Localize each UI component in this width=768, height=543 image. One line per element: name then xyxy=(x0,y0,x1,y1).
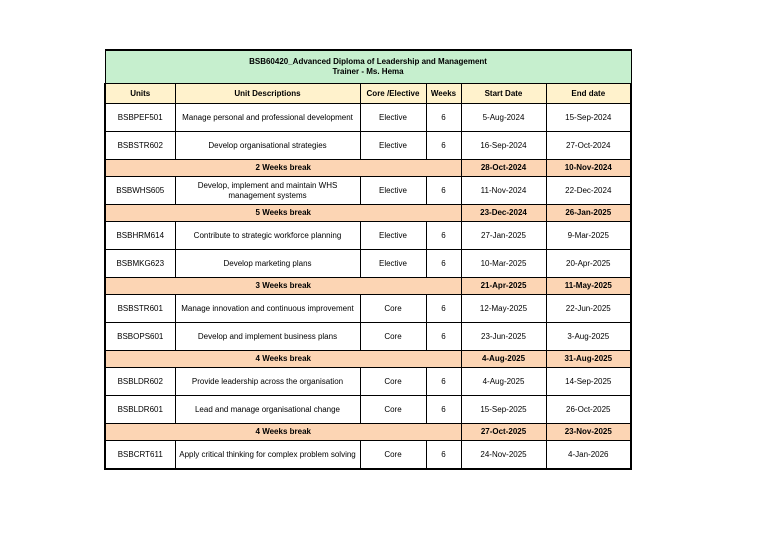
break-row xyxy=(105,351,631,368)
unit-code: BSBLDR602 xyxy=(105,368,175,396)
unit-weeks: 6 xyxy=(426,177,461,205)
col-header-start-date: Start Date xyxy=(461,84,546,104)
unit-weeks: 6 xyxy=(426,396,461,424)
unit-weeks: 6 xyxy=(426,295,461,323)
unit-type: Elective xyxy=(360,222,426,250)
unit-end-date: 3-Aug-2025 xyxy=(546,323,631,351)
break-start-date: 27-Oct-2025 xyxy=(461,424,546,441)
unit-type: Core xyxy=(360,396,426,424)
unit-type: Elective xyxy=(360,132,426,160)
break-row xyxy=(105,160,631,177)
table-title xyxy=(105,50,631,84)
break-row xyxy=(105,278,631,295)
unit-weeks: 6 xyxy=(426,132,461,160)
unit-code: BSBCRT611 xyxy=(105,441,175,470)
unit-description: Develop, implement and maintain WHS management systems xyxy=(175,177,360,205)
course-title: BSB60420_Advanced Diploma of Leadership and Management xyxy=(249,57,487,66)
break-row xyxy=(105,205,631,222)
title-row xyxy=(105,50,631,84)
table-row xyxy=(105,396,631,424)
unit-start-date: 15-Sep-2025 xyxy=(461,396,546,424)
unit-end-date: 26-Oct-2025 xyxy=(546,396,631,424)
unit-type: Core xyxy=(360,295,426,323)
unit-description: Develop and implement business plans xyxy=(175,323,360,351)
unit-start-date: 23-Jun-2025 xyxy=(461,323,546,351)
unit-code: BSBOPS601 xyxy=(105,323,175,351)
unit-description: Contribute to strategic workforce planning xyxy=(175,222,360,250)
unit-description: Lead and manage organisational change xyxy=(175,396,360,424)
unit-type: Elective xyxy=(360,177,426,205)
unit-start-date: 4-Aug-2025 xyxy=(461,368,546,396)
col-header-weeks: Weeks xyxy=(426,84,461,104)
unit-weeks: 6 xyxy=(426,250,461,278)
unit-type: Elective xyxy=(360,104,426,132)
unit-description: Apply critical thinking for complex problem solving xyxy=(175,441,360,470)
col-header-descriptions: Unit Descriptions xyxy=(175,84,360,104)
unit-code: BSBWHS605 xyxy=(105,177,175,205)
unit-weeks: 6 xyxy=(426,368,461,396)
unit-weeks: 6 xyxy=(426,323,461,351)
unit-start-date: 16-Sep-2024 xyxy=(461,132,546,160)
unit-start-date: 27-Jan-2025 xyxy=(461,222,546,250)
break-label: 4 Weeks break xyxy=(105,424,461,441)
table-row xyxy=(105,368,631,396)
table-row xyxy=(105,132,631,160)
break-end-date: 11-May-2025 xyxy=(546,278,631,295)
unit-end-date: 22-Dec-2024 xyxy=(546,177,631,205)
unit-description: Develop marketing plans xyxy=(175,250,360,278)
unit-code: BSBHRM614 xyxy=(105,222,175,250)
header-row xyxy=(105,84,631,104)
unit-code: BSBPEF501 xyxy=(105,104,175,132)
unit-code: BSBSTR602 xyxy=(105,132,175,160)
unit-end-date: 4-Jan-2026 xyxy=(546,441,631,470)
unit-start-date: 5-Aug-2024 xyxy=(461,104,546,132)
break-label: 3 Weeks break xyxy=(105,278,461,295)
schedule-body xyxy=(105,104,631,470)
unit-start-date: 11-Nov-2024 xyxy=(461,177,546,205)
unit-end-date: 9-Mar-2025 xyxy=(546,222,631,250)
unit-end-date: 15-Sep-2024 xyxy=(546,104,631,132)
col-header-end-date: End date xyxy=(546,84,631,104)
unit-start-date: 12-May-2025 xyxy=(461,295,546,323)
unit-end-date: 27-Oct-2024 xyxy=(546,132,631,160)
unit-end-date: 20-Apr-2025 xyxy=(546,250,631,278)
unit-weeks: 6 xyxy=(426,222,461,250)
break-end-date: 23-Nov-2025 xyxy=(546,424,631,441)
unit-start-date: 10-Mar-2025 xyxy=(461,250,546,278)
unit-weeks: 6 xyxy=(426,441,461,470)
table-row xyxy=(105,295,631,323)
trainer-name: Trainer - Ms. Hema xyxy=(332,67,404,76)
break-start-date: 4-Aug-2025 xyxy=(461,351,546,368)
col-header-units: Units xyxy=(105,84,175,104)
table-row xyxy=(105,177,631,205)
break-start-date: 21-Apr-2025 xyxy=(461,278,546,295)
unit-start-date: 24-Nov-2025 xyxy=(461,441,546,470)
break-label: 5 Weeks break xyxy=(105,205,461,222)
break-end-date: 31-Aug-2025 xyxy=(546,351,631,368)
unit-type: Core xyxy=(360,368,426,396)
schedule-table xyxy=(104,49,632,470)
unit-description: Manage innovation and continuous improvement xyxy=(175,295,360,323)
unit-type: Core xyxy=(360,323,426,351)
table-row xyxy=(105,104,631,132)
break-row xyxy=(105,424,631,441)
unit-code: BSBMKG623 xyxy=(105,250,175,278)
table-row xyxy=(105,222,631,250)
table-row xyxy=(105,323,631,351)
col-header-core-elective: Core /Elective xyxy=(360,84,426,104)
unit-code: BSBSTR601 xyxy=(105,295,175,323)
break-start-date: 23-Dec-2024 xyxy=(461,205,546,222)
break-label: 4 Weeks break xyxy=(105,351,461,368)
break-start-date: 28-Oct-2024 xyxy=(461,160,546,177)
unit-description: Manage personal and professional development xyxy=(175,104,360,132)
unit-type: Elective xyxy=(360,250,426,278)
break-label: 2 Weeks break xyxy=(105,160,461,177)
unit-end-date: 22-Jun-2025 xyxy=(546,295,631,323)
unit-description: Provide leadership across the organisation xyxy=(175,368,360,396)
table-row xyxy=(105,250,631,278)
unit-end-date: 14-Sep-2025 xyxy=(546,368,631,396)
unit-type: Core xyxy=(360,441,426,470)
unit-weeks: 6 xyxy=(426,104,461,132)
unit-code: BSBLDR601 xyxy=(105,396,175,424)
unit-description: Develop organisational strategies xyxy=(175,132,360,160)
break-end-date: 26-Jan-2025 xyxy=(546,205,631,222)
table-row xyxy=(105,441,631,470)
break-end-date: 10-Nov-2024 xyxy=(546,160,631,177)
